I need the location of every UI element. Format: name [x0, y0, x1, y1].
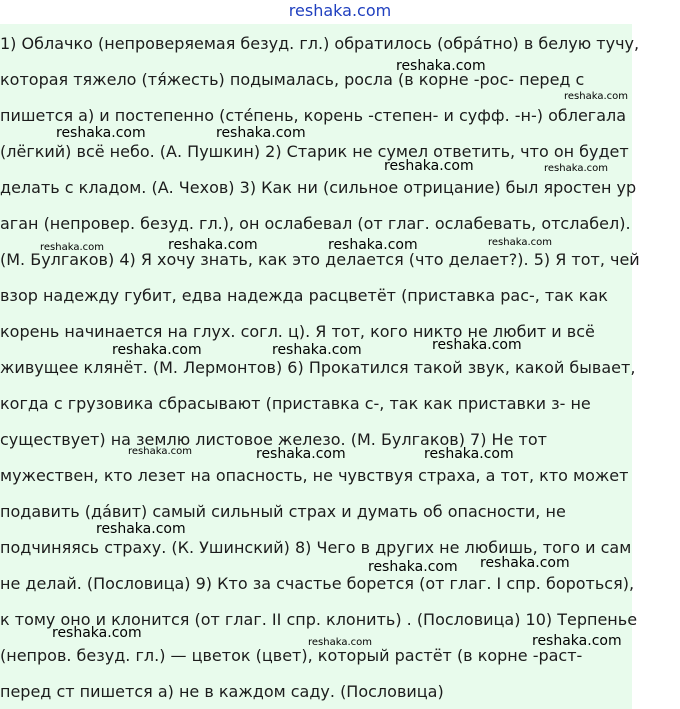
watermark: reshaka.com: [128, 446, 192, 457]
text-line-19: перед ст пишется а) не в каждом саду. (Пословица): [0, 682, 444, 701]
text-line-4: (лёгкий) всё небо. (А. Пушкин) 2) Старик не сумел ответить, что он будет: [0, 142, 629, 161]
watermark: reshaka.com: [216, 125, 306, 141]
text-line-11: когда с грузовика сбрасывают (приставка с-, так как приставки з- не: [0, 394, 591, 413]
text-line-1: 1) Облачко (непроверяемая безуд. гл.) обратилось (обра́тно) в белую тучу,: [0, 34, 640, 53]
text-line-8: взор надежду губит, едва надежда расцветёт (приставка рас-, так как: [0, 286, 608, 305]
text-line-12: существует) на землю листовое железо. (М. Булгаков) 7) Не тот: [0, 430, 547, 449]
watermark: reshaka.com: [112, 342, 202, 358]
watermark: reshaka.com: [56, 125, 146, 141]
watermark: reshaka.com: [396, 58, 486, 74]
text-line-7: (М. Булгаков) 4) Я хочу знать, как это делается (что делает?). 5) Я тот, чей: [0, 250, 640, 269]
text-line-9: корень начинается на глух. согл. ц). Я тот, кого никто не любит и всё: [0, 322, 595, 341]
watermark: reshaka.com: [96, 521, 186, 537]
text-line-10: живущее клянёт. (М. Лермонтов) 6) Прокатился такой звук, какой бывает,: [0, 358, 636, 377]
site-header-link[interactable]: reshaka.com: [288, 1, 392, 20]
text-line-15: подчиняясь страху. (К. Ушинский) 8) Чего в других не любишь, того и сам: [0, 538, 632, 557]
watermark: reshaka.com: [384, 158, 474, 174]
text-line-6: аган (непровер. безуд. гл.), он ослабевал (от глаг. ослабевать, отслабел).: [0, 214, 631, 233]
text-line-14: подавить (да́вит) самый сильный страх и думать об опасности, не: [0, 502, 566, 521]
text-line-17: к тому оно и клонится (от глаг. II спр. клонить) . (Пословица) 10) Терпенье: [0, 610, 638, 629]
watermark: reshaka.com: [52, 625, 142, 641]
watermark: reshaka.com: [328, 237, 418, 253]
text-line-18: (непров. безуд. гл.) — цветок (цвет), который растёт (в корне -раст-: [0, 646, 583, 665]
text-line-16: не делай. (Пословица) 9) Кто за счастье борется (от глаг. I спр. бороться),: [0, 574, 635, 593]
watermark: reshaka.com: [488, 237, 552, 248]
watermark: reshaka.com: [256, 446, 346, 462]
text-line-13: мужествен, кто лезет на опасность, не чувствуя страха, а тот, кто может: [0, 466, 629, 485]
text-line-3: пишется а) и постепенно (сте́пень, корень -степен- и суфф. -н-) облегала: [0, 106, 627, 125]
watermark: reshaka.com: [40, 242, 104, 253]
watermark: reshaka.com: [532, 633, 622, 649]
watermark: reshaka.com: [432, 337, 522, 353]
watermark: reshaka.com: [480, 555, 570, 571]
watermark: reshaka.com: [168, 237, 258, 253]
watermark: reshaka.com: [544, 163, 608, 174]
watermark: reshaka.com: [308, 637, 372, 648]
watermark: reshaka.com: [368, 559, 458, 575]
watermark: reshaka.com: [272, 342, 362, 358]
text-line-5: делать с кладом. (А. Чехов) 3) Как ни (сильное отрицание) был яростен ур: [0, 178, 637, 197]
answer-panel: [0, 24, 640, 709]
text-line-2: которая тяжело (тя́жесть) подымалась, росла (в корне -рос- перед с: [0, 70, 585, 89]
watermark: reshaka.com: [564, 91, 628, 102]
watermark: reshaka.com: [424, 446, 514, 462]
